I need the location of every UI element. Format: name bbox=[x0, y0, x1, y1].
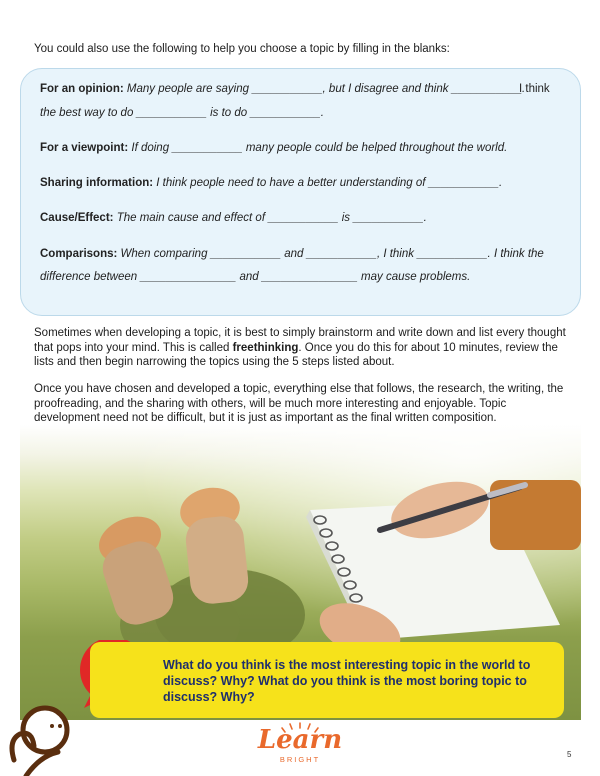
opinion-tail: I think bbox=[519, 83, 550, 95]
comparisons-text-1: When comparing ___________ and ___________, I think ___________. I think the bbox=[120, 248, 544, 260]
thinking-person-icon bbox=[12, 708, 67, 776]
cause-prompt bbox=[40, 207, 427, 230]
viewpoint-label: For a viewpoint: bbox=[40, 142, 129, 154]
comparisons-text-2: difference between _______________ and _______________ may cause problems. bbox=[40, 271, 471, 283]
viewpoint-text: If doing ___________ many people could be helped throughout the world. bbox=[131, 142, 508, 154]
discussion-callout bbox=[90, 642, 564, 718]
comparisons-prompt-line2 bbox=[40, 266, 470, 289]
viewpoint-prompt bbox=[40, 137, 507, 160]
opinion-prompt-line1 bbox=[40, 78, 525, 101]
page-number: 5 bbox=[567, 750, 572, 759]
opinion-prompt-line2 bbox=[40, 102, 324, 125]
paragraph-topic-development: Once you have chosen and developed a topic, everything else that follows, the research, the writing, the proofreading, and the sharing with others, will be much more interesting and enjoyable. Topic development need not be difficult, but it is just as important as the final written composition. bbox=[34, 383, 564, 424]
sharing-text: I think people need to have a better understanding of ___________. bbox=[156, 177, 503, 189]
paragraph-freethinking-before: Sometimes when developing a topic, it is best to simply brainstorm and write down and list every thought that pops into your mind. This is called bbox=[34, 327, 566, 354]
opinion-text-2: the best way to do ___________ is to do ___________. bbox=[40, 107, 324, 119]
opinion-text-1: Many people are saying ___________, but I disagree and think ___________. bbox=[126, 83, 526, 95]
opinion-label: For an opinion: bbox=[40, 83, 124, 95]
prompt-box bbox=[20, 68, 581, 316]
discussion-question: What do you think is the most interesting topic in the world to discuss? Why? What do you think is the most boring topic to discuss? Why? bbox=[163, 658, 531, 704]
paragraph-freethinking-after: . Once you do this for about 10 minutes, review the lists and then begin narrowing the topics using the 5 steps listed about. bbox=[34, 341, 558, 368]
learn-bright-logo bbox=[248, 722, 352, 768]
logo-sub: BRIGHT bbox=[279, 755, 321, 764]
intro-text: You could also use the following to help you choose a topic by filling in the blanks: bbox=[34, 43, 450, 55]
cause-label: Cause/Effect: bbox=[40, 212, 114, 224]
freethinking-term: freethinking bbox=[232, 341, 299, 354]
sharing-prompt bbox=[40, 172, 502, 195]
paragraph-freethinking bbox=[34, 326, 567, 370]
comparisons-label: Comparisons: bbox=[40, 248, 118, 260]
cause-text: The main cause and effect of ___________ is ___________. bbox=[116, 212, 427, 224]
sharing-label: Sharing information: bbox=[40, 177, 154, 189]
comparisons-prompt-line1 bbox=[40, 243, 544, 266]
logo-word: Learn bbox=[257, 725, 343, 755]
